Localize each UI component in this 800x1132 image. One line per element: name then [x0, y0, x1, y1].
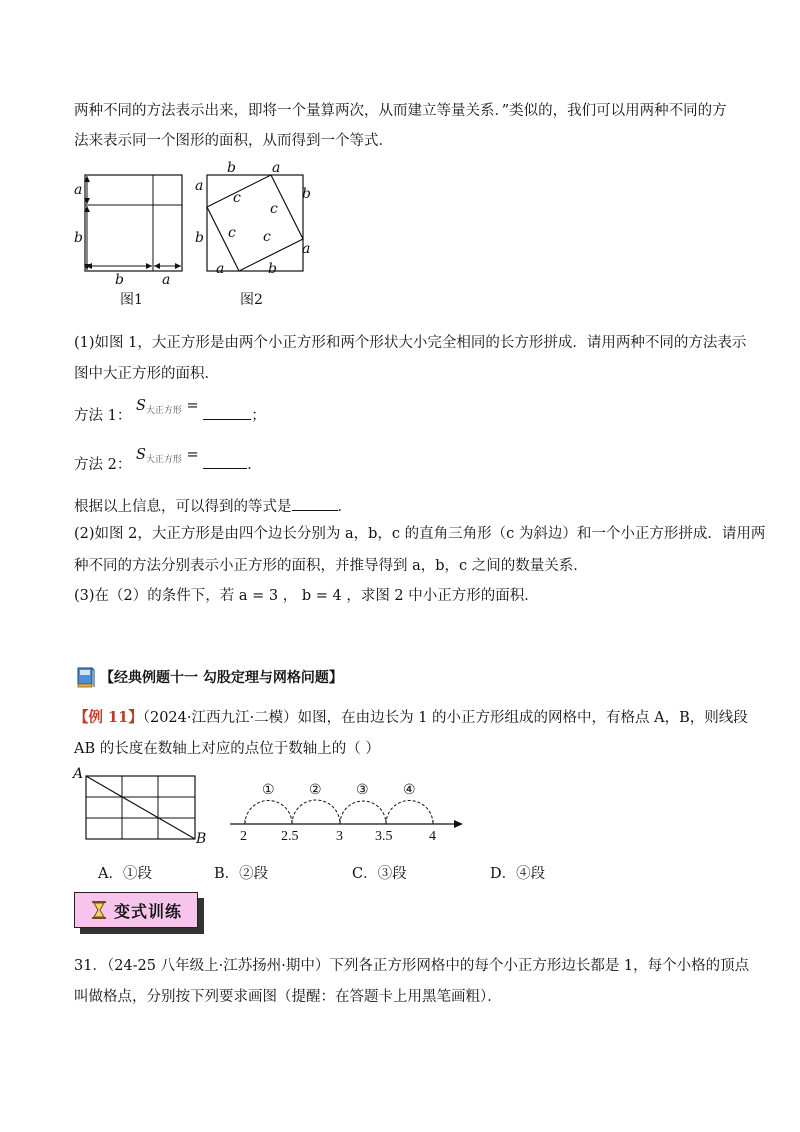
tick-2-5: 2.5 — [281, 829, 299, 844]
method-1-equals: = — [186, 398, 199, 414]
grid-label-b: B — [196, 831, 207, 846]
option-d[interactable]: D．④段 — [490, 866, 546, 882]
fig2-label-c-2: c — [270, 201, 278, 217]
option-b[interactable]: B．②段 — [214, 866, 269, 882]
example-line-1 — [74, 708, 748, 728]
segment-2: ② — [309, 783, 322, 798]
fig2-label-right-a: a — [302, 241, 311, 257]
tick-3-5: 3.5 — [375, 829, 393, 844]
example-line-1-text: （2024·江西九江·二模）如图，在由边长为 1 的小正方形组成的网格中，有格点 A，B，则线段 — [142, 710, 748, 726]
fig1-caption: 图1 — [120, 292, 143, 308]
method-1-sub: 大正方形 — [145, 406, 182, 416]
method-2-label: 方法 2： — [74, 457, 132, 473]
method-2-equals: = — [186, 447, 199, 463]
method-1-semicolon: ； — [251, 408, 266, 424]
q3-text: (3)在（2）的条件下，若 a = 3 ， b = 4 ，求图 2 中小正方形的面积． — [74, 588, 539, 604]
method-1-s: S — [135, 398, 146, 414]
section-title-text: 【经典例题十一 勾股定理与网格问题】 — [100, 670, 343, 686]
fig2-label-left-b: b — [195, 230, 204, 246]
tick-4: 4 — [429, 829, 436, 844]
q1-line-2: 图中大正方形的面积． — [74, 366, 219, 382]
example-tag: 【例 11】 — [74, 709, 143, 726]
fig1-label-b-left: b — [74, 230, 83, 246]
section-title — [76, 666, 343, 688]
hourglass-icon — [90, 900, 108, 920]
q1-method-2 — [74, 447, 262, 480]
method-1-label: 方法 1： — [74, 408, 132, 424]
fig2-label-c-1: c — [233, 190, 241, 206]
training-badge — [74, 892, 204, 934]
grid-figure — [70, 764, 210, 846]
conclusion-blank[interactable] — [292, 496, 338, 511]
training-label: 变式训练 — [113, 901, 182, 921]
q1-line-1: (1)如图 1，大正方形是由两个小正方形和两个形状大小完全相同的长方形拼成．请用两种不同的方法表示 — [74, 335, 747, 351]
fig2-label-bottom-a: a — [216, 261, 225, 277]
intro-line-1: 两种不同的方法表示出来，即将一个量算两次，从而建立等量关系．”类似的，我们可以用两种不同的方 — [74, 103, 727, 119]
figure-2 — [190, 160, 320, 310]
fig2-label-left-a: a — [195, 178, 204, 194]
method-2-blank[interactable] — [203, 454, 247, 469]
q1-conclusion — [74, 496, 352, 517]
segment-4: ④ — [403, 783, 416, 798]
segment-1: ① — [262, 783, 275, 798]
option-a[interactable]: A．①段 — [98, 866, 152, 882]
fig2-label-c-3: c — [228, 225, 236, 241]
q1-method-1 — [74, 398, 266, 431]
method-2-sub: 大正方形 — [145, 455, 182, 465]
figure-1 — [70, 160, 195, 310]
fig2-label-right-b: b — [302, 186, 311, 202]
fig2-label-bottom-b: b — [268, 261, 277, 277]
fig2-label-c-4: c — [263, 229, 271, 245]
fig2-label-top-a: a — [272, 160, 281, 176]
tick-2: 2 — [240, 829, 247, 844]
method-1-blank[interactable] — [203, 405, 251, 420]
number-line — [225, 774, 470, 844]
conclusion-end: ． — [337, 499, 352, 515]
grid-label-a: A — [73, 766, 84, 782]
intro-line-2: 法来表示同一个图形的面积，从而得到一个等式． — [74, 133, 393, 149]
fig1-label-b-bottom: b — [115, 272, 124, 288]
book-icon — [76, 666, 96, 688]
q31-line-1: 31．（24-25 八年级上·江苏扬州·期中）下列各正方形网格中的每个小正方形边长都是 1，每个小格的顶点 — [74, 958, 750, 974]
segment-3: ③ — [356, 783, 369, 798]
q2-line-2: 种不同的方法分别表示小正方形的面积，并推导得到 a，b，c 之间的数量关系． — [74, 558, 588, 574]
method-2-period: ． — [247, 457, 262, 473]
fig1-label-a-left: a — [74, 182, 83, 198]
q31-line-2: 叫做格点，分别按下列要求画图（提醒：在答题卡上用黑笔画粗）． — [74, 989, 502, 1005]
example-line-2: AB 的长度在数轴上对应的点位于数轴上的（ ） — [74, 741, 380, 757]
option-c[interactable]: C．③段 — [352, 866, 407, 882]
fig2-label-top-b: b — [227, 160, 236, 176]
q2-line-1: (2)如图 2，大正方形是由四个边长分别为 a，b，c 的直角三角形（c 为斜边）和一个小正方形拼成．请用两 — [74, 526, 766, 542]
method-2-s: S — [135, 447, 146, 463]
fig2-caption: 图2 — [240, 292, 263, 308]
fig1-label-a-bottom: a — [162, 272, 171, 288]
tick-3: 3 — [336, 829, 343, 844]
conclusion-text: 根据以上信息，可以得到的等式是 — [74, 499, 292, 515]
